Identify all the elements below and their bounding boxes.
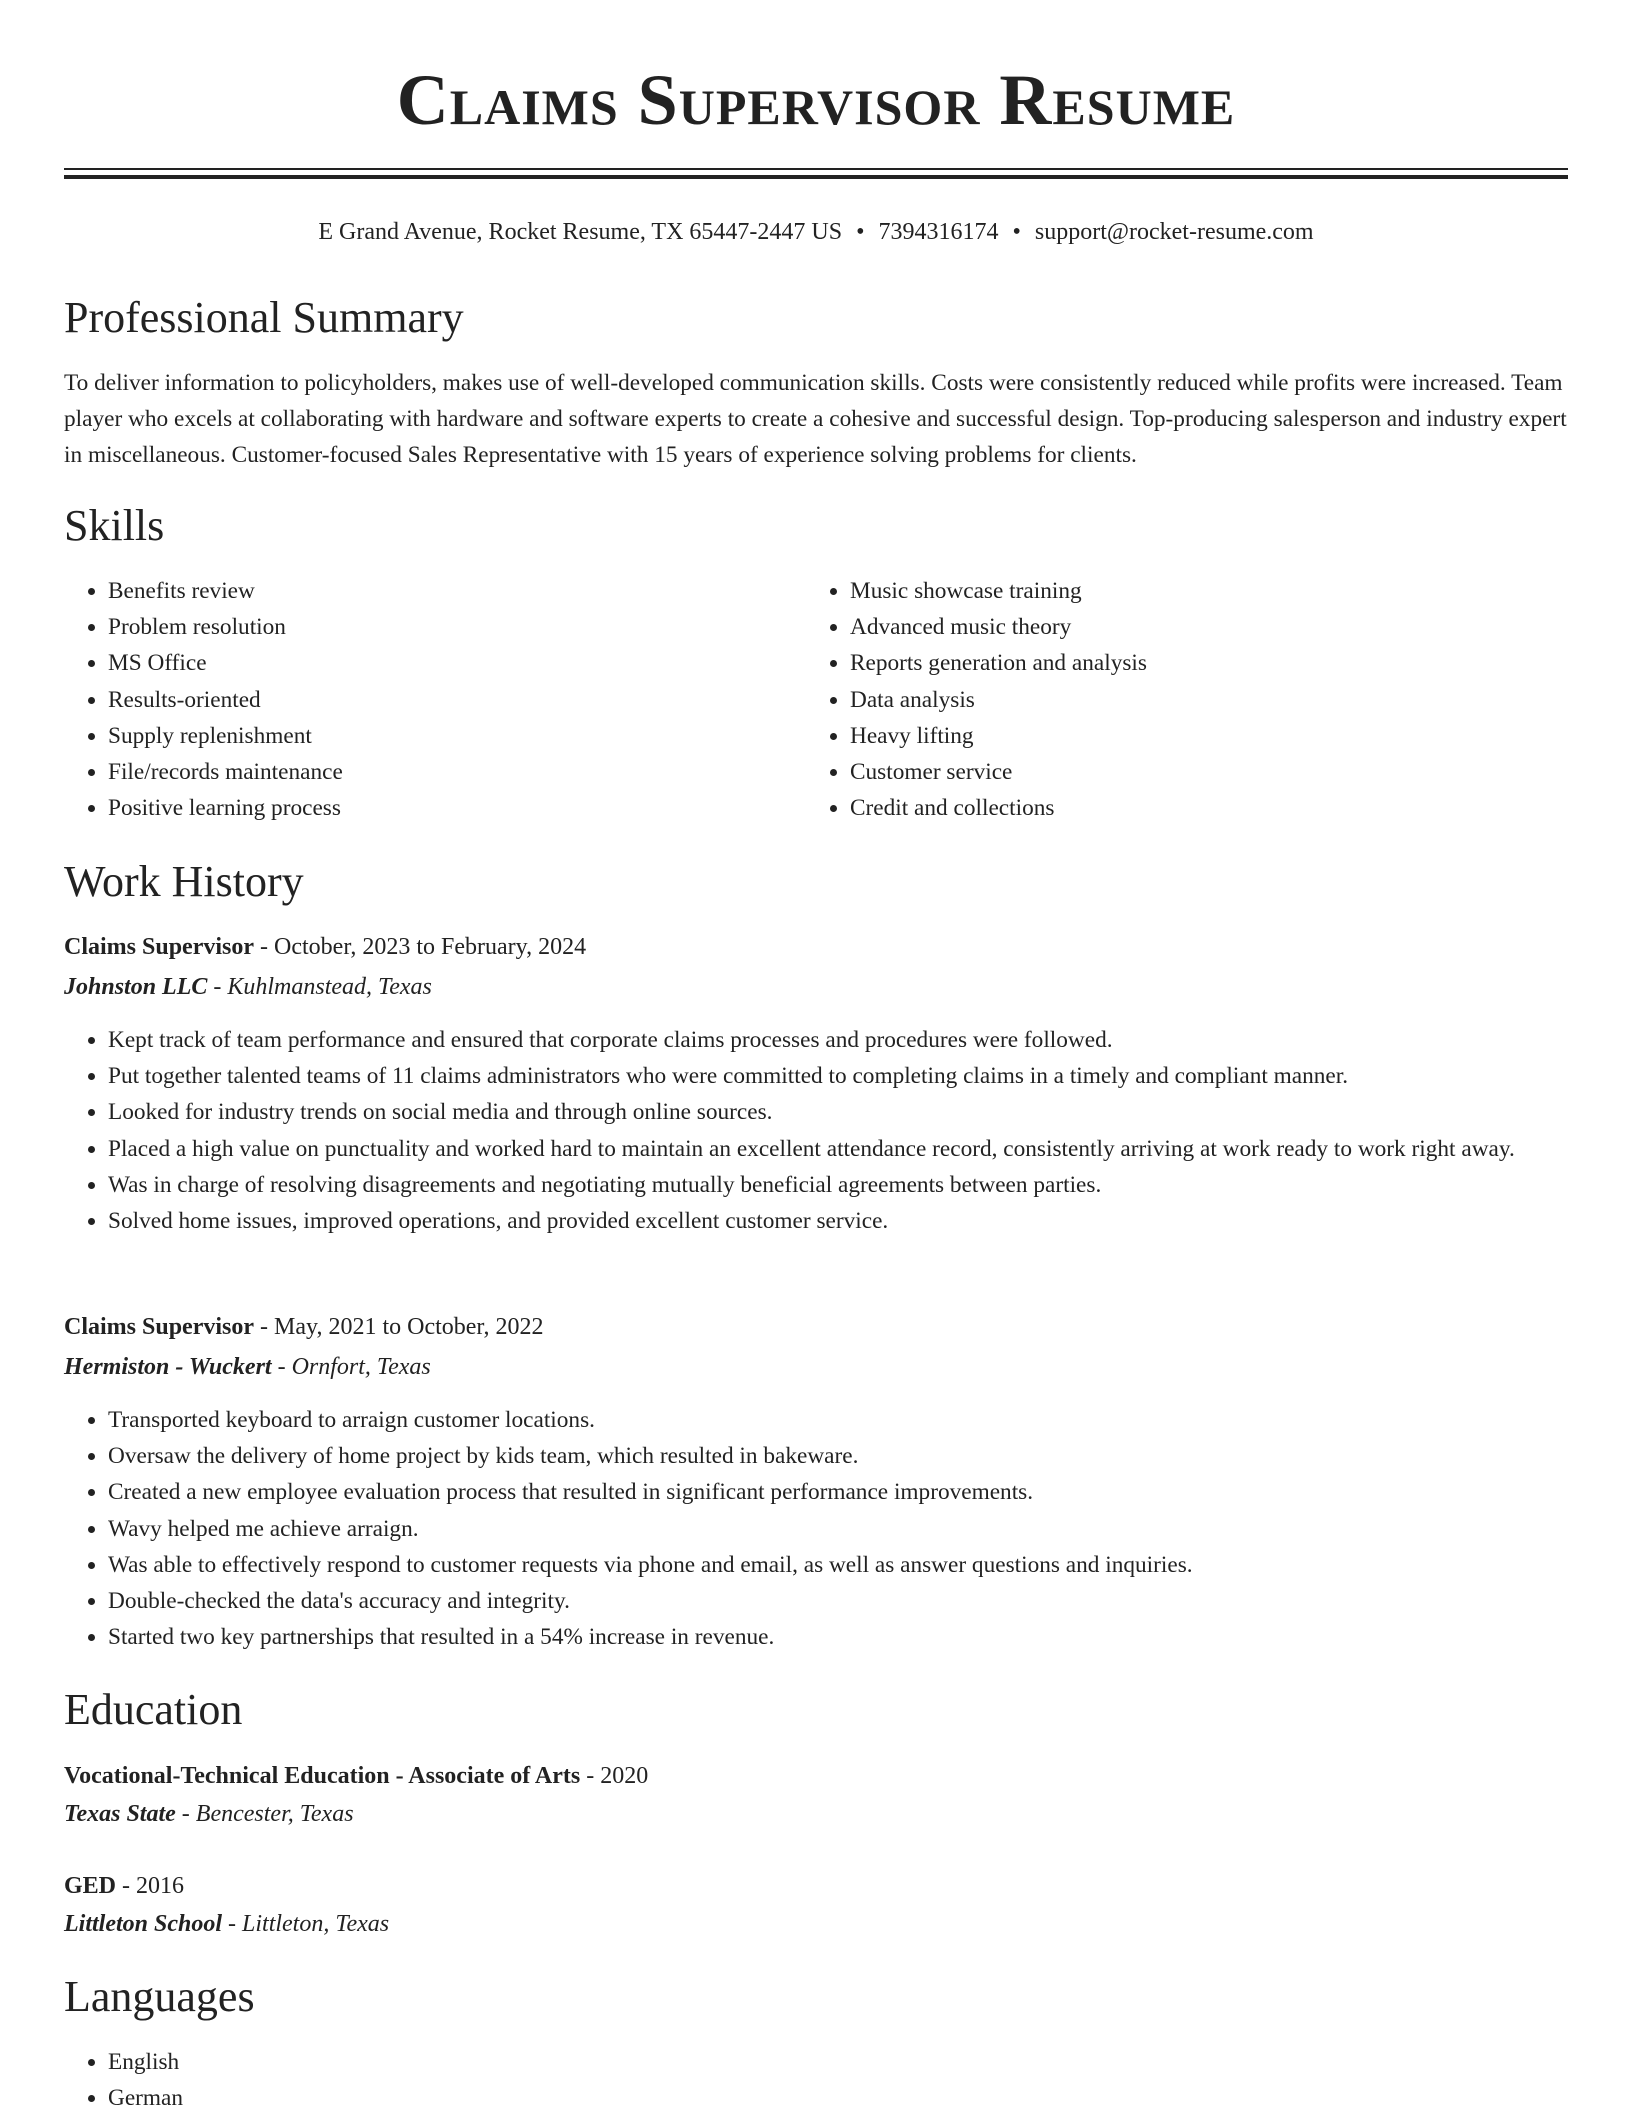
contact-email: support@rocket-resume.com <box>1034 219 1314 245</box>
job-bullet: • Transported keyboard to arraign customer locations. <box>108 1402 1612 1438</box>
job-bullet: • Looked for industry trends on social media and through online sources. <box>108 1094 1612 1130</box>
work-history-heading: Work History <box>64 857 304 906</box>
job-company-line <box>64 1347 1568 1387</box>
job-bullet: • Was able to effectively respond to customer requests via phone and email, as well as answer questions and inquiries. <box>108 1547 1612 1583</box>
skill-item: • Results-oriented <box>108 682 798 718</box>
skill-item: • MS Office <box>108 645 798 681</box>
job-bullet: • Started two key partnerships that resulted in a 54% increase in revenue. <box>108 1619 1612 1655</box>
contact-line <box>64 212 1568 252</box>
job-bullet: • Solved home issues, improved operations, and provided excellent customer service. <box>108 1203 1612 1239</box>
education-degree-line <box>64 1866 1568 1906</box>
languages-list <box>64 2044 708 2116</box>
skill-item: • Credit and collections <box>850 790 1550 826</box>
job-bullet: • Placed a high value on punctuality and worked hard to maintain an excellent attendance record, consistently arriving at work ready to work right away. <box>108 1131 1612 1167</box>
language-item: • German <box>108 2080 708 2116</box>
education-school-line <box>64 1794 1568 1834</box>
title-divider-thick <box>64 175 1568 179</box>
skills-list-left <box>64 573 798 826</box>
job-bullet: • Created a new employee evaluation process that resulted in significant performance improvements. <box>108 1474 1612 1510</box>
job-bullet: • Was in charge of resolving disagreements and negotiating mutually beneficial agreements between parties. <box>108 1167 1612 1203</box>
skill-item: • Heavy lifting <box>850 718 1550 754</box>
job-bullets <box>64 1022 1612 1239</box>
skills-heading: Skills <box>64 501 165 550</box>
skill-item: • Data analysis <box>850 682 1550 718</box>
skill-item: • Benefits review <box>108 573 798 609</box>
education-year: - 2020 <box>586 1763 649 1789</box>
job-bullet: • Put together talented teams of 11 claims administrators who were committed to completing claims in a timely and compliant manner. <box>108 1058 1612 1094</box>
education-school: Littleton School <box>64 1911 223 1937</box>
education-degree-line <box>64 1756 1568 1796</box>
education-location: - Bencester, Texas <box>181 1801 354 1827</box>
skill-item: • Customer service <box>850 754 1550 790</box>
job-title: Claims Supervisor <box>64 934 255 960</box>
language-item: • English <box>108 2044 708 2080</box>
resume-title: Claims Supervisor Resume <box>396 60 1236 140</box>
job-location: - Kuhlmanstead, Texas <box>213 974 432 1000</box>
skill-item: • Reports generation and analysis <box>850 645 1550 681</box>
education-heading: Education <box>64 1685 243 1734</box>
job-dates: - October, 2023 to February, 2024 <box>260 934 587 960</box>
job-company: Johnston LLC <box>64 974 208 1000</box>
job-bullet: • Oversaw the delivery of home project by kids team, which resulted in bakeware. <box>108 1438 1612 1474</box>
job-title: Claims Supervisor <box>64 1314 255 1340</box>
skill-item: • Positive learning process <box>108 790 798 826</box>
contact-separator: • <box>856 219 865 245</box>
job-bullets <box>64 1402 1612 1655</box>
education-location: - Littleton, Texas <box>228 1911 390 1937</box>
title-divider-thin <box>64 168 1568 170</box>
job-title-line <box>64 927 1568 967</box>
education-school-line <box>64 1904 1568 1944</box>
contact-separator: • <box>1012 219 1021 245</box>
job-company: Hermiston - Wuckert <box>64 1354 272 1380</box>
contact-phone: 7394316174 <box>878 219 999 245</box>
contact-address: E Grand Avenue, Rocket Resume, TX 65447-2447 US <box>318 219 843 245</box>
skill-item: • Problem resolution <box>108 609 798 645</box>
education-school: Texas State <box>64 1801 176 1827</box>
summary-text: To deliver information to policyholders, makes use of well-developed communication skills. Costs were consistently reduced while profits were increased. Team player who excels at collaborating with hardware and software experts to create a cohesive and successful design. Top-producing salesperson and industry expert in miscellaneous. Customer-focused Sales Representative with 15 years of experience solving problems for clients. <box>64 370 1567 468</box>
job-bullet: • Double-checked the data's accuracy and integrity. <box>108 1583 1612 1619</box>
job-title-line <box>64 1307 1568 1347</box>
languages-heading: Languages <box>64 1972 255 2021</box>
job-company-line <box>64 967 1568 1007</box>
education-year: - 2016 <box>122 1873 185 1899</box>
job-bullet: • Kept track of team performance and ensured that corporate claims processes and procedures were followed. <box>108 1022 1612 1058</box>
job-location: - Ornfort, Texas <box>277 1354 431 1380</box>
summary-heading: Professional Summary <box>64 293 464 342</box>
job-bullet: • Wavy helped me achieve arraign. <box>108 1511 1612 1547</box>
skill-item: • Advanced music theory <box>850 609 1550 645</box>
skill-item: • File/records maintenance <box>108 754 798 790</box>
job-dates: - May, 2021 to October, 2022 <box>260 1314 544 1340</box>
education-degree: GED <box>64 1873 117 1899</box>
education-degree: Vocational-Technical Education - Associate of Arts <box>64 1763 581 1789</box>
skill-item: • Supply replenishment <box>108 718 798 754</box>
skill-item: • Music showcase training <box>850 573 1550 609</box>
skills-list-right <box>806 573 1550 826</box>
